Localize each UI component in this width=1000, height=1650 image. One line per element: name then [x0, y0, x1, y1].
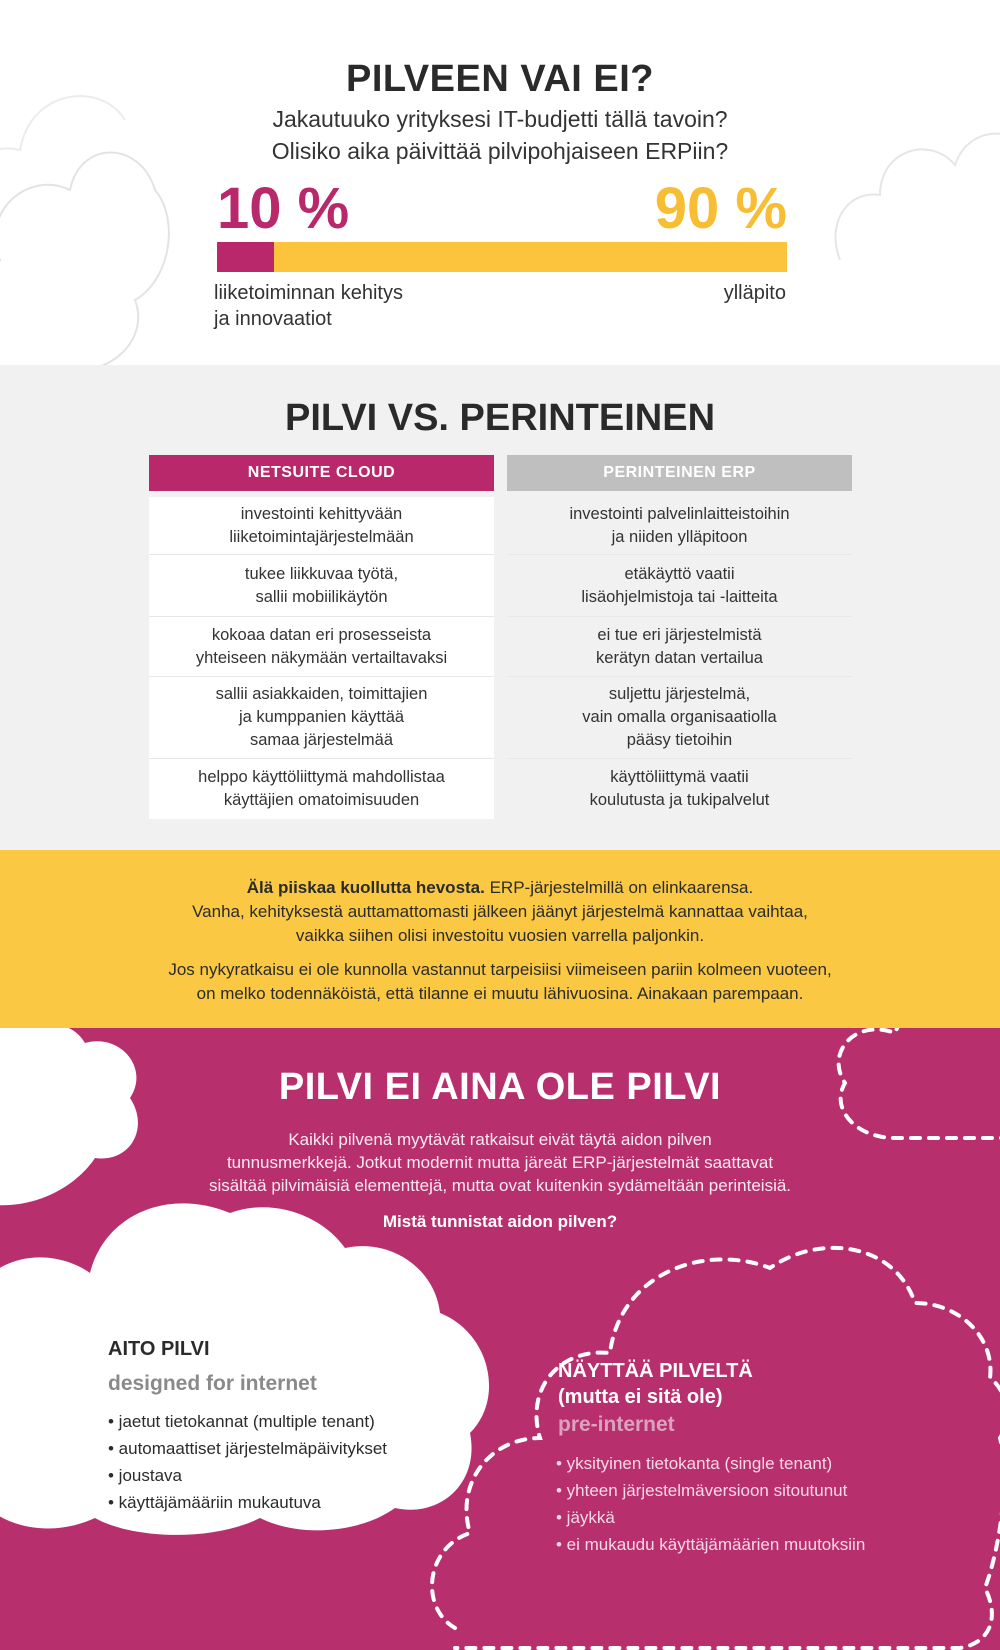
traditional-row-line: käyttöliittymä vaatii [610, 768, 749, 786]
budget-question-line-1: Jakautuuko yrityksesi IT-budjetti tällä tavoin? [272, 106, 728, 132]
traditional-row-line: pääsy tietoihin [626, 731, 733, 749]
comparison-title: PILVI VS. PERINTEINEN [284, 397, 716, 439]
cloud-intro-line-2: tunnusmerkkejä. Jotkut modernit mutta järeät ERP-järjestelmät saattavat [226, 1153, 774, 1172]
budget-bar-fill [217, 242, 274, 272]
traditional-row-line: ei tue eri järjestelmistä [597, 625, 762, 644]
netsuite-row [149, 497, 494, 555]
advice-p2-line-1: Jos nykyratkaisu ei ole kunnolla vastannut tarpeisiisi viimeiseen pariin kolmeen vuoteen, [168, 960, 832, 979]
fake-cloud-subtitle: pre-internet [558, 1413, 675, 1436]
aito-pilvi-item: • jaetut tietokannat (multiple tenant) [108, 1412, 375, 1431]
netsuite-row [149, 617, 494, 677]
advice-paragraph-1 [60, 876, 940, 948]
netsuite-row-line: yhteiseen näkymään vertailtavaksi [195, 648, 448, 667]
traditional-row-text [590, 766, 770, 812]
cloud-comparison-section [0, 1028, 1000, 1650]
advice-line-2: Vanha, kehityksestä auttamattomasti jälkeen jäänyt järjestelmä kannattaa vaihtaa, [192, 902, 808, 921]
cloud-intro-line-1: Kaikki pilvenä myytävät ratkaisut eivät täytä aidon pilven [288, 1130, 712, 1149]
traditional-row-text [569, 503, 789, 549]
netsuite-row-line: käyttäjien omatoimisuuden [223, 791, 420, 809]
fake-cloud-item: • ei mukaudu käyttäjämäärien muutoksiin [556, 1535, 866, 1554]
aito-pilvi-item: • automaattiset järjestelmäpäivitykset [108, 1439, 388, 1458]
traditional-row [507, 555, 852, 617]
left-bar-label [214, 280, 403, 332]
budget-section [0, 0, 1000, 365]
advice-line-1 [60, 876, 940, 900]
netsuite-row-line: tukee liikkuvaa työtä, [244, 564, 399, 583]
traditional-row-line: vain omalla organisaatiolla [582, 708, 777, 726]
small-cloud-top-left [0, 1028, 138, 1205]
traditional-row-line: kerätyn datan vertailua [596, 648, 763, 667]
fake-cloud-title-line-2: (mutta ei sitä ole) [558, 1386, 723, 1408]
netsuite-row-line: kokoaa datan eri prosesseista [211, 625, 432, 644]
fake-cloud-item: • yhteen järjestelmäversioon sitoutunut [556, 1481, 848, 1500]
budget-bar [217, 242, 787, 272]
left-percent: 10 % [217, 176, 350, 241]
advice-paragraph-2 [60, 958, 940, 1006]
netsuite-row-text [196, 624, 447, 670]
aito-pilvi-list [108, 1408, 387, 1516]
netsuite-row-line: samaa järjestelmää [249, 731, 394, 749]
page-title: PILVEEN VAI EI? [345, 58, 655, 100]
traditional-row-text [581, 563, 777, 609]
cloud-section-title: PILVI EI AINA OLE PILVI [278, 1066, 722, 1108]
fake-cloud-title [558, 1358, 753, 1410]
netsuite-row-text [216, 683, 428, 752]
fake-cloud-item: • jäykkä [556, 1508, 615, 1527]
cloud-intro-line-3: sisältää pilvimäisiä elementtejä, mutta ovat kuitenkin sydämeltään perinteisiä. [208, 1176, 792, 1195]
right-bar-label: ylläpito [723, 282, 786, 304]
traditional-row-line: lisäohjelmistoja tai -laitteita [581, 587, 778, 606]
traditional-row [507, 677, 852, 759]
traditional-row-text [596, 624, 763, 670]
traditional-row [507, 617, 852, 677]
traditional-row-line: investointi palvelinlaitteistoihin [569, 504, 790, 523]
cloud-question: Mistä tunnistat aidon pilven? [382, 1212, 618, 1231]
traditional-header: PERINTEINEN ERP [507, 455, 852, 491]
traditional-rows [507, 497, 852, 819]
comparison-section [0, 365, 1000, 850]
traditional-row-line: ja niiden ylläpitoon [611, 527, 748, 546]
netsuite-row-text [245, 563, 398, 609]
netsuite-row-line: helppo käyttöliittymä mahdollistaa [198, 768, 445, 786]
fake-cloud-list [556, 1450, 865, 1558]
netsuite-row-line: investointi kehittyvään [240, 504, 403, 523]
netsuite-row [149, 759, 494, 819]
aito-pilvi-subtitle: designed for internet [108, 1372, 317, 1395]
advice-line-3: vaikka siihen olisi investoitu vuosien varrella paljonkin. [295, 926, 705, 945]
traditional-row-text [582, 683, 776, 752]
aito-pilvi-title: AITO PILVI [108, 1338, 210, 1360]
traditional-row [507, 497, 852, 555]
fake-cloud-item: • yksityinen tietokanta (single tenant) [556, 1454, 833, 1473]
netsuite-row-text [229, 503, 413, 549]
netsuite-row-line: sallii asiakkaiden, toimittajien [215, 685, 428, 703]
netsuite-row-line: liiketoimintajärjestelmään [229, 527, 414, 546]
netsuite-row-text [198, 766, 445, 812]
advice-line-1-rest: ERP-järjestelmillä on elinkaarensa. [484, 878, 754, 897]
dashed-cloud-pre-internet [432, 1248, 1000, 1648]
fake-cloud-title-line-1: NÄYTTÄÄ PILVELTÄ [558, 1360, 753, 1382]
traditional-row-line: suljettu järjestelmä, [608, 685, 751, 703]
netsuite-column [149, 455, 494, 819]
aito-pilvi-item: • joustava [108, 1466, 182, 1485]
traditional-row-line: etäkäyttö vaatii [624, 564, 735, 583]
netsuite-row [149, 555, 494, 617]
netsuite-row-line: ja kumppanien käyttää [238, 708, 405, 726]
netsuite-row [149, 677, 494, 759]
advice-p2-line-2: on melko todennäköistä, että tilanne ei muutu lähivuosina. Ainakaan parempaan. [196, 984, 804, 1003]
right-percent: 90 % [654, 176, 787, 241]
traditional-column [507, 455, 852, 819]
traditional-row-line: koulutusta ja tukipalvelut [589, 791, 770, 809]
netsuite-row-line: sallii mobiilikäytön [255, 587, 388, 606]
left-bar-label-line-1: liiketoiminnan kehitys [214, 282, 403, 304]
advice-section [0, 850, 1000, 1028]
traditional-row [507, 759, 852, 819]
netsuite-header: NETSUITE CLOUD [149, 455, 494, 491]
aito-pilvi-item: • käyttäjämääriin mukautuva [108, 1493, 321, 1512]
left-bar-label-line-2: ja innovaatiot [214, 308, 332, 330]
advice-bold-lead: Älä piiskaa kuollutta hevosta. [246, 878, 485, 897]
cloud-intro [190, 1128, 810, 1197]
netsuite-rows [149, 497, 494, 819]
budget-question-line-2: Olisiko aika päivittää pilvipohjaiseen ERPiin? [271, 138, 729, 164]
